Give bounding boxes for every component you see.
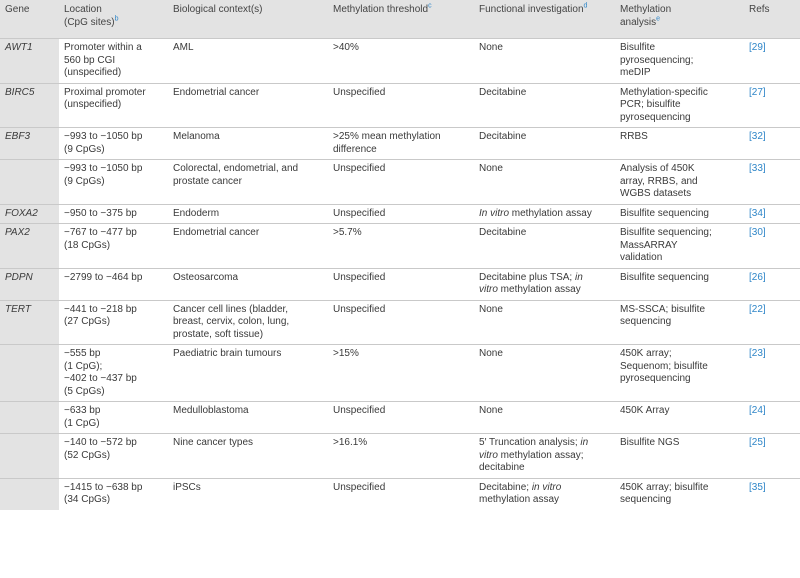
ref-link[interactable]: [26] [749,271,766,283]
gene-cell: PAX2 [0,224,59,269]
ref-link[interactable]: [27] [749,86,766,98]
analysis-cell: Bisulfite pyrosequencing; meDIP [620,42,694,78]
threshold-cell: Unspecified [333,405,386,416]
threshold-cell: Unspecified [333,86,386,98]
context-cell: Nine cancer types [173,437,254,448]
context-cell: Endoderm [173,207,220,219]
functional-cell: Decitabine [479,131,527,142]
location-cell: −767 to −477 bp (18 CpGs) [64,227,137,251]
gene-cell: AWT1 [0,39,59,84]
table-row [0,160,800,205]
ref-link[interactable]: [35] [749,481,766,493]
functional-cell: None [479,405,503,416]
header-refs: Refs [744,0,800,39]
functional-cell: None [479,348,503,359]
threshold-cell: >25% mean methylation difference [333,131,441,155]
analysis-cell: Bisulfite sequencing [620,207,709,219]
gene-cell: EBF3 [0,128,59,160]
threshold-cell: >16.1% [333,437,368,448]
header-context: Biological context(s) [168,0,328,39]
analysis-cell: 450K array; Sequenom; bisulfite pyrosequencing [620,348,708,384]
ref-link[interactable]: [24] [749,405,766,416]
analysis-cell: Bisulfite NGS [620,437,680,448]
functional-cell: Decitabine [479,227,527,238]
table-row [0,128,800,160]
functional-cell: 5′ Truncation analysis; in vitro methylation assay; decitabine [479,437,589,473]
gene-cell: TERT [0,300,59,345]
gene-cell [0,434,59,479]
location-cell: −441 to −218 bp (27 CpGs) [64,303,137,327]
location-cell: −2799 to −464 bp [64,271,143,283]
functional-cell: Decitabine; in vitro methylation assay [479,481,562,505]
analysis-cell: Bisulfite sequencing [620,271,709,283]
functional-cell: None [479,163,503,174]
table-row [0,204,800,224]
threshold-cell: Unspecified [333,207,386,219]
ref-link[interactable]: [30] [749,227,766,238]
functional-cell: In vitro methylation assay [479,207,592,219]
table-row [0,402,800,434]
ref-link[interactable]: [23] [749,348,766,359]
threshold-cell: Unspecified [333,271,386,283]
location-cell: −950 to −375 bp [64,207,137,219]
analysis-cell: 450K Array [620,405,670,416]
context-cell: Colorectal, endometrial, and prostate cancer [173,163,299,187]
location-cell: Promoter within a 560 bp CGI (unspecified) [64,42,142,78]
context-cell: AML [173,42,194,53]
functional-cell: None [479,303,503,315]
analysis-cell: Methylation-specific PCR; bisulfite pyrosequencing [620,86,708,123]
ref-link[interactable]: [32] [749,131,766,142]
ref-link[interactable]: [22] [749,303,766,315]
header-threshold: Methylation threshold$^c$ [328,0,474,39]
analysis-cell: Analysis of 450K array, RRBS, and WGBS datasets [620,163,698,199]
table-row [0,224,800,269]
context-cell: Endometrial cancer [173,227,260,238]
ref-link[interactable]: [29] [749,42,766,53]
context-cell: Paediatric brain tumours [173,348,282,359]
threshold-cell: Unspecified [333,163,386,174]
table-row [0,83,800,128]
location-cell: Proximal promoter (unspecified) [64,86,146,110]
table-row [0,478,800,510]
table-row [0,39,800,84]
context-cell: Osteosarcoma [173,271,239,283]
gene-cell [0,478,59,510]
location-cell: −633 bp (1 CpG) [64,405,101,429]
ref-link[interactable]: [33] [749,163,766,174]
ref-link[interactable]: [34] [749,207,766,219]
header-row [0,0,800,39]
location-cell: −555 bp (1 CpG); −402 to −437 bp (5 CpGs) [64,348,137,397]
functional-cell: None [479,42,503,53]
context-cell: iPSCs [173,481,201,493]
analysis-cell: 450K array; bisulfite sequencing [620,481,709,505]
functional-cell: Decitabine [479,86,527,98]
threshold-cell: >40% [333,42,359,53]
location-cell: −140 to −572 bp (52 CpGs) [64,437,137,461]
header-functional: Functional investigation$^d$ [474,0,615,39]
gene-cell: PDPN [0,268,59,300]
threshold-cell: >5.7% [333,227,362,238]
threshold-cell: >15% [333,348,359,359]
header-gene: Gene [0,0,59,39]
header-analysis: Methylation analysis$^e$ [615,0,744,39]
gene-cell [0,160,59,205]
analysis-cell: RRBS [620,131,648,142]
context-cell: Medulloblastoma [173,405,249,416]
ref-link[interactable]: [25] [749,437,766,448]
context-cell: Cancer cell lines (bladder, breast, cervix, colon, lung, prostate, soft tissue) [173,303,290,340]
table-row [0,268,800,300]
analysis-cell: Bisulfite sequencing; MassARRAY validation [620,227,712,263]
functional-cell: Decitabine plus TSA; in vitro methylation assay [479,271,583,295]
table-row [0,300,800,345]
gene-cell: BIRC5 [0,83,59,128]
header-location: Location (CpG sites)$^b$ [59,0,168,39]
location-cell: −993 to −1050 bp (9 CpGs) [64,163,143,187]
location-cell: −1415 to −638 bp (34 CpGs) [64,481,143,505]
gene-cell [0,402,59,434]
table-row [0,345,800,402]
table-row [0,434,800,479]
threshold-cell: Unspecified [333,481,386,493]
gene-cell [0,345,59,402]
location-cell: −993 to −1050 bp (9 CpGs) [64,131,143,155]
context-cell: Melanoma [173,131,220,142]
context-cell: Endometrial cancer [173,86,260,98]
analysis-cell: MS-SSCA; bisulfite sequencing [620,303,706,327]
gene-cell: FOXA2 [0,204,59,224]
threshold-cell: Unspecified [333,303,386,315]
